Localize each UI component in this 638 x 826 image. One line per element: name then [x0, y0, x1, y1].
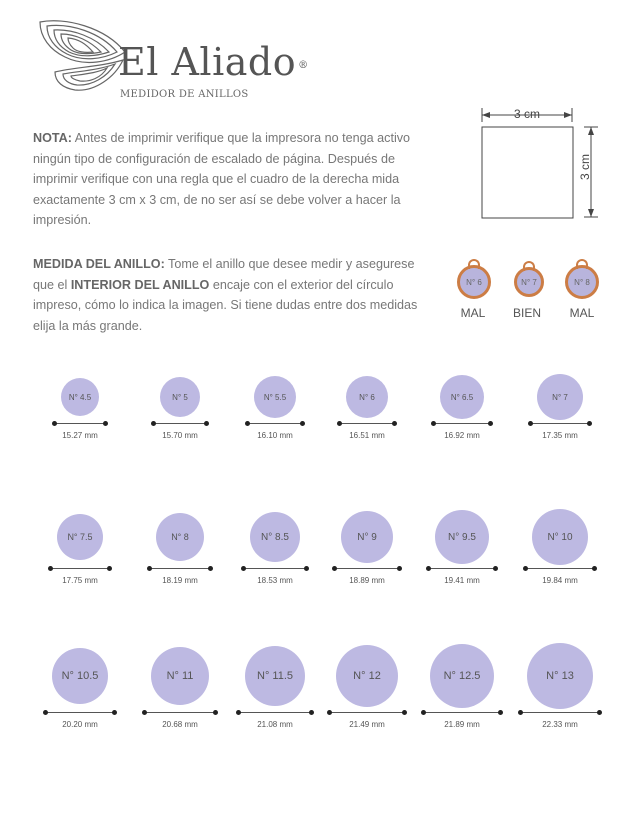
ring-mm-label: 20.20 mm [62, 720, 98, 729]
ring-label: N° 9 [357, 531, 377, 543]
brand-subtitle: MEDIDOR DE ANILLOS [120, 89, 249, 100]
ring-diameter-line [149, 568, 211, 569]
ring-label: N° 11.5 [257, 670, 293, 682]
ring-diameter-line [144, 712, 216, 713]
ring-diameter-line [153, 423, 207, 424]
ring-diameter-line [423, 712, 501, 713]
square-height-label: 3 cm [578, 153, 593, 181]
ring-circle [532, 509, 588, 565]
ring-diameter-line [238, 712, 312, 713]
line-endpoint [392, 421, 397, 426]
line-endpoint [300, 421, 305, 426]
ring-circle [527, 643, 593, 709]
ring-mm-label: 16.51 mm [349, 431, 385, 440]
ring-circle [160, 377, 200, 417]
line-endpoint [523, 566, 528, 571]
ring-circle [57, 514, 103, 560]
example-ring-3-label: N° 8 [574, 277, 590, 287]
ring-diameter-line [339, 423, 395, 424]
ring-circle [52, 648, 108, 704]
line-endpoint [43, 710, 48, 715]
ring-mm-label: 17.35 mm [542, 431, 578, 440]
ring-mm-label: 15.70 mm [162, 431, 198, 440]
ring-circle [430, 644, 494, 708]
line-endpoint [52, 421, 57, 426]
ring-label: N° 9.5 [448, 531, 476, 543]
line-endpoint [327, 710, 332, 715]
line-endpoint [528, 421, 533, 426]
line-endpoint [241, 566, 246, 571]
ring-diameter-line [428, 568, 496, 569]
line-endpoint [597, 710, 602, 715]
line-endpoint [587, 421, 592, 426]
ring-mm-label: 18.19 mm [162, 576, 198, 585]
line-endpoint [112, 710, 117, 715]
line-endpoint [493, 566, 498, 571]
ring-circle [440, 375, 484, 419]
line-endpoint [488, 421, 493, 426]
example-ring-2-label: N° 7 [521, 277, 537, 287]
line-endpoint [431, 421, 436, 426]
ring-label: N° 4.5 [68, 392, 92, 402]
line-endpoint [204, 421, 209, 426]
ring-mm-label: 16.10 mm [257, 431, 293, 440]
line-endpoint [498, 710, 503, 715]
ring-label: N° 5.5 [263, 392, 287, 402]
measure-paragraph [33, 254, 433, 336]
ring-circle [254, 376, 296, 418]
example-verdict-3: MAL [569, 306, 595, 320]
ring-circle [61, 378, 99, 416]
line-endpoint [147, 566, 152, 571]
ring-mm-label: 20.68 mm [162, 720, 198, 729]
ring-diameter-line [54, 423, 106, 424]
line-endpoint [332, 566, 337, 571]
ring-label: N° 5 [172, 392, 188, 402]
ring-mm-label: 18.53 mm [257, 576, 293, 585]
example-verdict-2: BIEN [512, 306, 541, 320]
ring-diameter-line [329, 712, 405, 713]
example-ring-2 [512, 265, 546, 299]
line-endpoint [421, 710, 426, 715]
ring-label: N° 10 [547, 531, 573, 543]
ring-circle [346, 376, 388, 418]
example-ring-1 [457, 265, 491, 299]
measure-strong: INTERIOR DEL ANILLO [70, 277, 210, 292]
ring-circle [250, 512, 300, 562]
line-endpoint [236, 710, 241, 715]
ring-circle [537, 374, 583, 420]
line-endpoint [103, 421, 108, 426]
line-endpoint [397, 566, 402, 571]
example-ring-3 [565, 265, 599, 299]
note-label: NOTA: [33, 131, 72, 145]
ring-label: N° 11 [166, 670, 194, 682]
ring-label: N° 7.5 [67, 532, 93, 542]
ring-mm-label: 19.41 mm [444, 576, 480, 585]
line-endpoint [518, 710, 523, 715]
line-endpoint [107, 566, 112, 571]
line-endpoint [402, 710, 407, 715]
ring-diameter-line [525, 568, 595, 569]
ring-circle [156, 513, 204, 561]
line-endpoint [245, 421, 250, 426]
ring-mm-label: 22.33 mm [542, 720, 578, 729]
line-endpoint [208, 566, 213, 571]
ring-diameter-line [50, 568, 110, 569]
ring-label: N° 7 [552, 392, 568, 402]
ring-mm-label: 21.49 mm [349, 720, 385, 729]
measure-text-2: encaje con el exterior del círculo impreso, cómo lo indica la imagen. Si tiene dudas entre dos medidas elija la más grande. [33, 277, 418, 333]
ring-circle [341, 511, 393, 563]
line-endpoint [426, 566, 431, 571]
example-ring-1-label: N° 6 [466, 277, 482, 287]
ring-label: N° 8 [171, 532, 189, 542]
line-endpoint [592, 566, 597, 571]
line-endpoint [309, 710, 314, 715]
ring-mm-label: 21.89 mm [444, 720, 480, 729]
ring-mm-label: 15.27 mm [62, 431, 98, 440]
ring-mm-label: 21.08 mm [257, 720, 293, 729]
note-paragraph [33, 128, 443, 231]
line-endpoint [213, 710, 218, 715]
note-text: Antes de imprimir verifique que la impresora no tenga activo ningún tipo de configuración de escalado de página. Después de imprimir verifique con una regla que el cuadro de la derecha mida exactamente 3 cm x 3 cm, de no ser así se debe volver a hacer la impresión. [33, 131, 411, 227]
square-width-label: 3 cm [514, 107, 541, 121]
ring-label: N° 10.5 [61, 670, 99, 682]
brand-name: El Aliado ® [118, 40, 309, 84]
ring-label: N° 12 [353, 670, 381, 682]
ring-mm-label: 19.84 mm [542, 576, 578, 585]
line-endpoint [337, 421, 342, 426]
line-endpoint [304, 566, 309, 571]
ring-diameter-line [247, 423, 303, 424]
ring-diameter-line [45, 712, 115, 713]
ring-circle [245, 646, 305, 706]
measure-label: MEDIDA DEL ANILLO: [33, 257, 165, 271]
ring-diameter-line [334, 568, 400, 569]
registered-mark: ® [298, 60, 309, 71]
ring-mm-label: 18.89 mm [349, 576, 385, 585]
ring-label: N° 6.5 [450, 392, 474, 402]
line-endpoint [142, 710, 147, 715]
ring-diameter-line [530, 423, 590, 424]
ring-diameter-line [243, 568, 307, 569]
example-verdict-1: MAL [460, 306, 486, 320]
ring-circle [151, 647, 209, 705]
ring-circle [435, 510, 489, 564]
ring-label: N° 12.5 [443, 670, 481, 682]
ring-diameter-line [520, 712, 600, 713]
ring-label: N° 13 [546, 670, 574, 682]
line-endpoint [48, 566, 53, 571]
ring-mm-label: 16.92 mm [444, 431, 480, 440]
ring-circle [336, 645, 398, 707]
ring-diameter-line [433, 423, 491, 424]
ring-label: N° 8.5 [261, 531, 289, 543]
measure-text-1: Tome el anillo que desee medir y asegurese que el [33, 257, 415, 292]
ring-mm-label: 17.75 mm [62, 576, 98, 585]
ring-label: N° 6 [359, 392, 375, 402]
line-endpoint [151, 421, 156, 426]
